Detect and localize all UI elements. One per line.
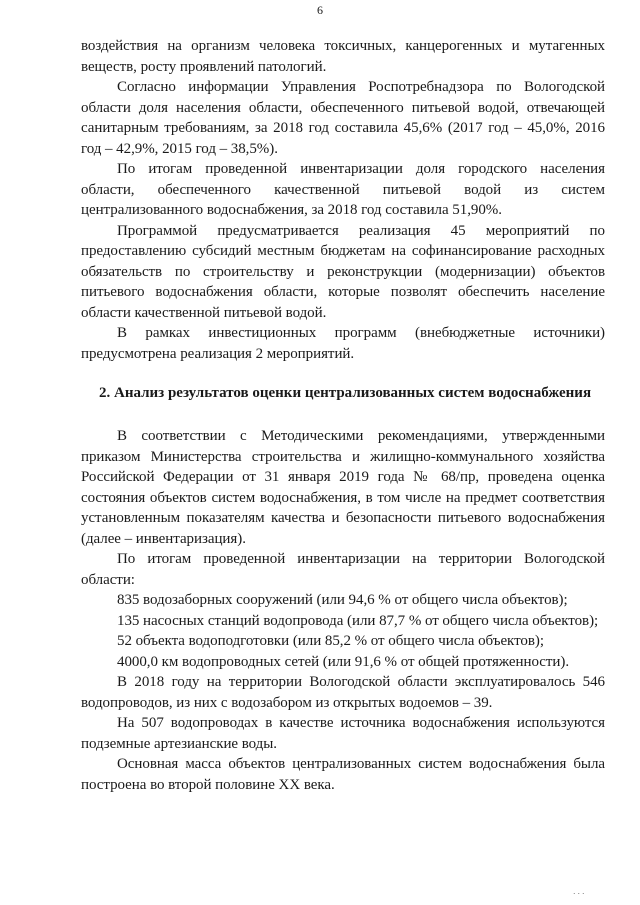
list-item: 4000,0 км водопроводных сетей (или 91,6 % от общей протяженности). [117, 653, 570, 670]
paragraph: воздействия на организм человека токсичных, канцерогенных и мутагенных веществ, росту проявлений патологий. [81, 38, 605, 75]
paragraph: Программой предусматривается реализация 45 мероприятий по предоставлению субсидий местным бюджетам на софинансирование расходных обязательств по строительству и реконструкции (модернизации) объектов питьевого водоснабжения области, которые позволят обеспечить население области качественной питьевой водой. [81, 222, 605, 321]
list-item: 835 водозаборных сооружений (или 94,6 % от общего числа объектов); [117, 592, 568, 608]
section1-body [81, 36, 605, 364]
paragraph: На 507 водопроводах в качестве источника водоснабжения используются подземные артезианские воды. [81, 715, 605, 752]
section2-body [81, 426, 605, 795]
scan-artifact: ˙˙˙ [572, 893, 586, 903]
paragraph: В рамках инвестиционных программ (внебюджетные источники) предусмотрена реализация 2 мероприятий. [81, 325, 605, 362]
section-heading: 2. Анализ результатов оценки централизованных систем водоснабжения [99, 385, 592, 401]
paragraph: Основная масса объектов централизованных систем водоснабжения была построена во второй половине XX века. [81, 756, 605, 793]
paragraph: В 2018 году на территории Вологодской области эксплуатировалось 546 водопроводов, из них с водозабором из открытых водоемов – 39. [81, 674, 605, 711]
paragraph: Согласно информации Управления Роспотребнадзора по Вологодской области доля населения области, обеспеченного питьевой водой, отвечающей санитарным требованиям, за 2018 год составила 45,6% (2017 год – 45,0%, 2016 год – 42,9%, 2015 год – 38,5%). [81, 79, 605, 157]
list-item: 52 объекта водоподготовки (или 85,2 % от общего числа объектов); [117, 633, 544, 649]
paragraph: В соответствии с Методическими рекомендациями, утвержденными приказом Министерства строительства и жилищно-коммунального хозяйства Российской Федерации от 31 января 2019 года № 68/пр, проведена оценка состояния объектов систем водоснабжения, в том числе на предмет соответствия установленным показателям качества и безопасности питьевого водоснабжения (далее – инвентаризация). [81, 428, 605, 547]
paragraph: По итогам проведенной инвентаризации на территории Вологодской области: [81, 551, 605, 588]
page-number: 6 [317, 3, 323, 17]
list-item: 135 насосных станций водопровода (или 87,7 % от общего числа объектов); [117, 612, 599, 629]
paragraph: По итогам проведенной инвентаризации доля городского населения области, обеспеченного качественной питьевой водой из систем централизованного водоснабжения, за 2018 год составила 51,90%. [81, 161, 605, 218]
